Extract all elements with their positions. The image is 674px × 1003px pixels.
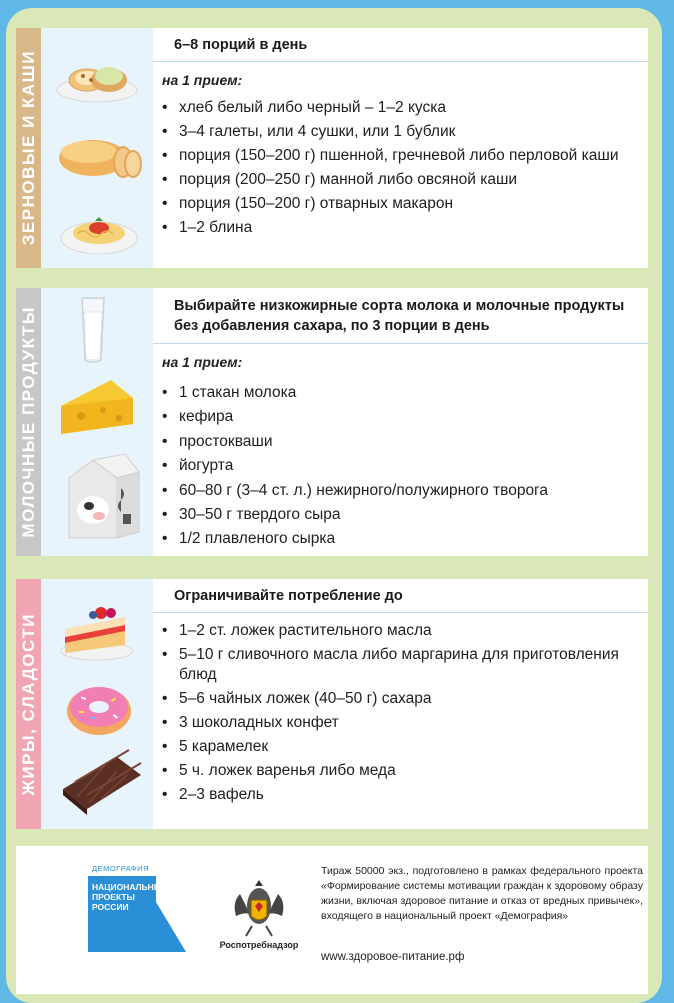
list-item: • 1–2 блина bbox=[162, 218, 638, 238]
cheese-icon bbox=[61, 380, 133, 434]
list-item: • йогурта bbox=[162, 456, 638, 476]
list-item: • 1–2 ст. ложек растительного масла bbox=[162, 621, 638, 641]
section-heading: Ограничивайте потребление до bbox=[153, 579, 648, 613]
tab-dairy bbox=[16, 288, 41, 556]
list-item: • 3–4 галеты, или 4 сушки, или 1 бублик bbox=[162, 122, 638, 142]
milk-glass-icon bbox=[82, 298, 104, 362]
list-item: • простокваши bbox=[162, 432, 638, 452]
tab-label: МОЛОЧНЫЕ ПРОДУКТЫ bbox=[18, 306, 38, 538]
logo-line: ПРОЕКТЫ bbox=[92, 892, 135, 902]
section-grains bbox=[16, 28, 648, 268]
sweets-illustration bbox=[41, 579, 153, 829]
item-list bbox=[162, 621, 638, 805]
list-item: • 60–80 г (3–4 ст. л.) нежирного/полужирного творога bbox=[162, 481, 638, 501]
grains-illustration bbox=[41, 28, 153, 268]
section-fats-sweets bbox=[16, 579, 648, 829]
list-item: • порция (150–200 г) пшенной, гречневой либо перловой каши bbox=[162, 146, 638, 166]
item-list bbox=[162, 98, 638, 238]
list-item: • 1/2 плавленого сырка bbox=[162, 529, 638, 549]
section-subheading: на 1 прием: bbox=[162, 72, 243, 88]
donut-icon bbox=[67, 687, 131, 735]
chocolate-bar-icon bbox=[63, 750, 141, 815]
national-projects-logo bbox=[78, 862, 188, 956]
list-item: • 5–6 чайных ложек (40–50 г) сахара bbox=[162, 689, 638, 709]
logo-line: НАЦИОНАЛЬНЫЕ bbox=[92, 882, 168, 892]
milk-carton-icon bbox=[69, 454, 139, 538]
section-dairy bbox=[16, 288, 648, 556]
list-item: • порция (150–200 г) отварных макарон bbox=[162, 194, 638, 214]
tab-grains bbox=[16, 28, 41, 268]
image-column bbox=[41, 28, 153, 268]
section-heading: 6–8 порций в день bbox=[153, 28, 648, 62]
loaf-icon bbox=[59, 140, 141, 177]
section-content bbox=[153, 288, 648, 556]
logo-line: РОССИИ bbox=[92, 902, 129, 912]
rospotrebnadzor-logo bbox=[214, 872, 304, 962]
list-item: • 2–3 вафель bbox=[162, 785, 638, 805]
list-item: • 1 стакан молока bbox=[162, 383, 638, 403]
footer bbox=[16, 846, 648, 994]
item-list bbox=[162, 383, 638, 549]
list-item: • 3 шоколадных конфет bbox=[162, 713, 638, 733]
rospotrebnadzor-label: Роспотребнадзор bbox=[219, 940, 299, 950]
section-subheading: на 1 прием: bbox=[162, 354, 243, 370]
cake-icon bbox=[61, 607, 133, 660]
tab-fats-sweets bbox=[16, 579, 41, 829]
tab-label: ЗЕРНОВЫЕ И КАШИ bbox=[18, 50, 38, 246]
section-content bbox=[153, 579, 648, 829]
section-heading: Выбирайте низкожирные сорта молока и молочные продукты без добавления сахара, по 3 порции в день bbox=[153, 288, 648, 344]
logo-text bbox=[92, 882, 168, 912]
tab-label: ЖИРЫ, СЛАДОСТИ bbox=[18, 612, 38, 796]
list-item: • 30–50 г твердого сыра bbox=[162, 505, 638, 525]
list-item: • порция (200–250 г) манной либо овсяной каши bbox=[162, 170, 638, 190]
list-item: • 5–10 г сливочного масла либо маргарина для приготовления блюд bbox=[162, 645, 638, 685]
footer-website: www.здоровое-питание.рф bbox=[321, 951, 465, 963]
logo-top-text: ДЕМОГРАФИЯ bbox=[92, 864, 149, 873]
list-item: • 5 карамелек bbox=[162, 737, 638, 757]
coat-of-arms-icon bbox=[214, 872, 304, 942]
image-column bbox=[41, 288, 153, 556]
footer-print-info: Тираж 50000 экз., подготовлено в рамках федерального проекта «Формирование системы мотивации граждан к здоровому образу жизни, включая здоровое питание и отказ от вредных привычек», входящего в национальный проект «Демография» bbox=[321, 865, 643, 922]
list-item: • 5 ч. ложек варенья либо меда bbox=[162, 761, 638, 781]
plate-bread-icon bbox=[57, 67, 137, 102]
section-content bbox=[153, 28, 648, 268]
list-item: • хлеб белый либо черный – 1–2 куска bbox=[162, 98, 638, 118]
dairy-illustration bbox=[41, 288, 153, 556]
pasta-plate-icon bbox=[61, 217, 137, 254]
leaflet-panel bbox=[6, 8, 662, 1003]
image-column bbox=[41, 579, 153, 829]
list-item: • кефира bbox=[162, 407, 638, 427]
